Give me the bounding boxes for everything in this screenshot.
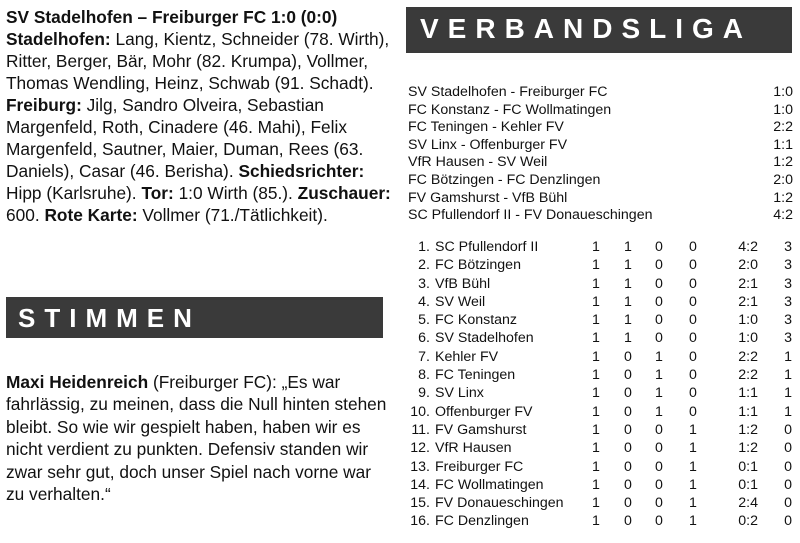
result-row	[408, 84, 793, 102]
standings-row	[408, 476, 793, 494]
standing-lost: 0	[689, 257, 697, 274]
standing-won: 0	[624, 513, 632, 530]
result-score: 1:0	[773, 101, 793, 118]
result-row	[408, 102, 793, 120]
standing-drawn: 1	[655, 403, 663, 420]
standings-row	[408, 403, 793, 421]
result-match: VfR Hausen - SV Weil	[408, 154, 548, 171]
standing-lost: 0	[689, 367, 697, 384]
standings-row	[408, 366, 793, 384]
result-match: FV Gamshurst - VfB Bühl	[408, 189, 568, 206]
result-score: 1:0	[773, 84, 793, 100]
standing-points: 3	[784, 312, 792, 329]
standing-drawn: 0	[655, 239, 663, 255]
referee-label: Schiedsrichter:	[238, 161, 365, 181]
standing-lost: 1	[689, 421, 697, 438]
standings-row	[408, 348, 793, 366]
match-report	[6, 6, 391, 226]
standing-team: SC Pfullendorf II	[435, 239, 539, 255]
standing-lost: 1	[689, 440, 697, 457]
quote-text: „Es war fahrlässig, zu meinen, dass die Null hinten stehen bleibt. So wie wir gespielt haben, haben wir es nicht verdient zu punkten. Defensiv standen wir zwar sehr gut, doch unser Spiel nach vorne war zu verhalten.“	[6, 372, 387, 505]
standing-team: SV Weil	[435, 293, 486, 310]
standing-played: 1	[592, 275, 600, 292]
results-list	[408, 84, 793, 225]
standing-drawn: 0	[655, 458, 663, 475]
result-match: SV Linx - Offenburger FV	[408, 136, 568, 153]
standing-lost: 1	[689, 513, 697, 530]
standing-drawn: 0	[655, 330, 663, 347]
standing-played: 1	[592, 495, 600, 512]
result-score: 2:0	[773, 171, 793, 188]
spectators-label: Zuschauer:	[297, 183, 391, 203]
standing-points: 3	[784, 330, 792, 347]
standing-points: 3	[784, 275, 792, 292]
standings-row	[408, 494, 793, 512]
standing-played: 1	[592, 293, 600, 310]
standing-lost: 0	[689, 293, 697, 310]
standing-team: Kehler FV	[435, 348, 499, 365]
standings-table	[408, 238, 793, 531]
standing-won: 0	[624, 476, 632, 493]
standing-drawn: 0	[655, 293, 663, 310]
standing-goals: 2:2	[738, 367, 758, 384]
standing-lost: 0	[689, 275, 697, 292]
standing-points: 0	[784, 513, 792, 530]
standing-team: VfR Hausen	[435, 440, 512, 457]
standing-rank: 2.	[418, 257, 430, 274]
standing-rank: 6.	[418, 330, 430, 347]
standing-goals: 0:2	[738, 513, 758, 530]
standings-row	[408, 421, 793, 439]
standing-won: 0	[624, 367, 632, 384]
standing-won: 1	[624, 330, 632, 347]
standing-drawn: 0	[655, 312, 663, 329]
standing-team: VfB Bühl	[435, 275, 491, 292]
standings-row	[408, 311, 793, 329]
standing-goals: 0:1	[738, 458, 758, 475]
away-team-label: Freiburg:	[6, 95, 82, 115]
standing-goals: 1:1	[738, 385, 758, 402]
standing-goals: 2:1	[738, 293, 758, 310]
standing-drawn: 1	[655, 348, 663, 365]
standing-drawn: 0	[655, 440, 663, 457]
standing-won: 1	[624, 293, 632, 310]
standing-goals: 0:1	[738, 476, 758, 493]
result-match: SC Pfullendorf II - FV Donaueschingen	[408, 207, 653, 224]
stimmen-quote	[6, 371, 391, 505]
standing-won: 0	[624, 440, 632, 457]
standings-row	[408, 384, 793, 402]
result-match: SV Stadelhofen - Freiburger FC	[408, 84, 608, 100]
standing-rank: 15.	[410, 495, 430, 512]
stimmen-banner: STIMMEN	[6, 297, 383, 338]
standing-drawn: 1	[655, 367, 663, 384]
standing-points: 3	[784, 239, 792, 255]
standing-team: FC Denzlingen	[435, 513, 529, 530]
standings-row	[408, 458, 793, 476]
standing-lost: 1	[689, 476, 697, 493]
standing-played: 1	[592, 476, 600, 493]
standing-team: FC Teningen	[435, 367, 516, 384]
standing-rank: 3.	[418, 275, 430, 292]
standing-team: FC Bötzingen	[435, 257, 521, 274]
standing-rank: 10.	[410, 403, 430, 420]
standing-team: Offenburger FV	[435, 403, 533, 420]
standings-row	[408, 256, 793, 274]
standing-played: 1	[592, 458, 600, 475]
standing-team: FC Konstanz	[435, 312, 518, 329]
quote-club: (Freiburger FC):	[152, 372, 277, 392]
standing-points: 0	[784, 458, 792, 475]
standing-won: 0	[624, 421, 632, 438]
standing-lost: 0	[689, 330, 697, 347]
standings-row	[408, 238, 793, 256]
standing-drawn: 0	[655, 495, 663, 512]
standing-played: 1	[592, 513, 600, 530]
standing-played: 1	[592, 421, 600, 438]
standing-rank: 14.	[410, 476, 430, 493]
result-score: 4:2	[773, 207, 793, 224]
standing-won: 0	[624, 348, 632, 365]
standing-points: 1	[784, 403, 792, 420]
standing-won: 0	[624, 495, 632, 512]
standing-played: 1	[592, 440, 600, 457]
home-lineup: Lang, Kientz, Schneider (78. Wirth), Ritter, Berger, Bär, Mohr (82. Krumpa), Vollmer, Thomas Wendling, Heinz, Schwab (91. Schadt).	[6, 29, 390, 93]
match-report-text	[6, 6, 391, 226]
standing-rank: 11.	[411, 421, 430, 438]
result-row	[408, 172, 793, 190]
standing-rank: 4.	[418, 293, 430, 310]
standing-won: 1	[624, 239, 632, 255]
standing-played: 1	[592, 348, 600, 365]
standing-goals: 1:1	[738, 403, 758, 420]
standing-lost: 1	[689, 495, 697, 512]
result-row	[408, 119, 793, 137]
standing-played: 1	[592, 312, 600, 329]
standing-lost: 0	[689, 312, 697, 329]
standings-row	[408, 293, 793, 311]
standing-points: 1	[784, 348, 792, 365]
standing-rank: 13.	[410, 458, 430, 475]
standing-rank: 16.	[410, 513, 430, 530]
standing-drawn: 0	[655, 275, 663, 292]
standing-goals: 1:0	[738, 312, 758, 329]
standing-points: 0	[784, 440, 792, 457]
spectators-value: 600.	[6, 205, 40, 225]
standing-won: 1	[624, 275, 632, 292]
standing-won: 1	[624, 312, 632, 329]
result-row	[408, 137, 793, 155]
standing-won: 0	[624, 385, 632, 402]
standing-drawn: 0	[655, 421, 663, 438]
standings-row	[408, 275, 793, 293]
standing-points: 0	[784, 495, 792, 512]
standing-drawn: 1	[655, 385, 663, 402]
verbandsliga-banner: VERBANDSLIGA	[406, 7, 792, 53]
standing-played: 1	[592, 403, 600, 420]
standing-points: 1	[784, 367, 792, 384]
standing-rank: 1.	[418, 239, 430, 255]
result-match: FC Konstanz - FC Wollmatingen	[408, 101, 612, 118]
standing-points: 3	[784, 257, 792, 274]
red-card-label: Rote Karte:	[44, 205, 138, 225]
standing-points: 0	[784, 421, 792, 438]
red-card-value: Vollmer (71./Tätlichkeit).	[142, 205, 328, 225]
standing-team: FV Donaueschingen	[435, 495, 564, 512]
goal-value: 1:0 Wirth (85.).	[178, 183, 293, 203]
standings-row	[408, 439, 793, 457]
standing-rank: 5.	[418, 312, 430, 329]
standings-row	[408, 329, 793, 347]
result-score: 1:2	[773, 189, 793, 206]
standing-goals: 1:2	[738, 421, 758, 438]
standing-goals: 2:1	[738, 275, 758, 292]
standing-won: 1	[624, 257, 632, 274]
standing-points: 1	[784, 385, 792, 402]
standing-won: 0	[624, 458, 632, 475]
standing-rank: 9.	[418, 385, 430, 402]
standing-team: FV Gamshurst	[435, 421, 527, 438]
standings-row	[408, 512, 793, 530]
result-score: 2:2	[773, 119, 793, 136]
result-row	[408, 207, 793, 225]
quote-speaker: Maxi Heidenreich	[6, 372, 149, 392]
standing-lost: 0	[689, 403, 697, 420]
standing-team: Freiburger FC	[435, 458, 524, 475]
standing-goals: 1:2	[738, 440, 758, 457]
standing-rank: 12.	[410, 440, 430, 457]
standing-goals: 4:2	[738, 239, 758, 255]
standing-drawn: 0	[655, 476, 663, 493]
goal-label: Tor:	[141, 183, 174, 203]
standing-goals: 2:0	[738, 257, 758, 274]
standing-played: 1	[592, 367, 600, 384]
result-row	[408, 154, 793, 172]
standing-team: SV Linx	[435, 385, 484, 402]
standing-lost: 0	[689, 385, 697, 402]
standing-rank: 7.	[418, 348, 430, 365]
standing-goals: 2:4	[738, 495, 758, 512]
standing-points: 3	[784, 293, 792, 310]
standing-played: 1	[592, 257, 600, 274]
standing-points: 0	[784, 476, 792, 493]
standing-played: 1	[592, 385, 600, 402]
standing-won: 0	[624, 403, 632, 420]
standing-played: 1	[592, 330, 600, 347]
standing-goals: 2:2	[738, 348, 758, 365]
result-score: 1:1	[773, 136, 793, 153]
result-match: FC Teningen - Kehler FV	[408, 119, 564, 136]
standing-lost: 0	[689, 239, 697, 255]
match-headline: SV Stadelhofen – Freiburger FC 1:0 (0:0)	[6, 7, 338, 27]
standing-goals: 1:0	[738, 330, 758, 347]
home-team-label: Stadelhofen:	[6, 29, 111, 49]
result-row	[408, 190, 793, 208]
standing-drawn: 0	[655, 257, 663, 274]
standing-drawn: 0	[655, 513, 663, 530]
away-lineup: Jilg, Sandro Olveira, Sebastian Margenfeld, Roth, Cinadere (46. Mahi), Felix Margenfeld, Sautner, Maier, Duman, Rees (63. Daniels), Casar (46. Berisha).	[6, 95, 364, 181]
result-score: 1:2	[773, 154, 793, 171]
referee-value: Hipp (Karlsruhe).	[6, 183, 137, 203]
standing-lost: 0	[689, 348, 697, 365]
standing-team: SV Stadelhofen	[435, 330, 534, 347]
standing-team: FC Wollmatingen	[435, 476, 544, 493]
standing-played: 1	[592, 239, 600, 255]
result-match: FC Bötzingen - FC Denzlingen	[408, 171, 601, 188]
standing-lost: 1	[689, 458, 697, 475]
standing-rank: 8.	[418, 367, 430, 384]
